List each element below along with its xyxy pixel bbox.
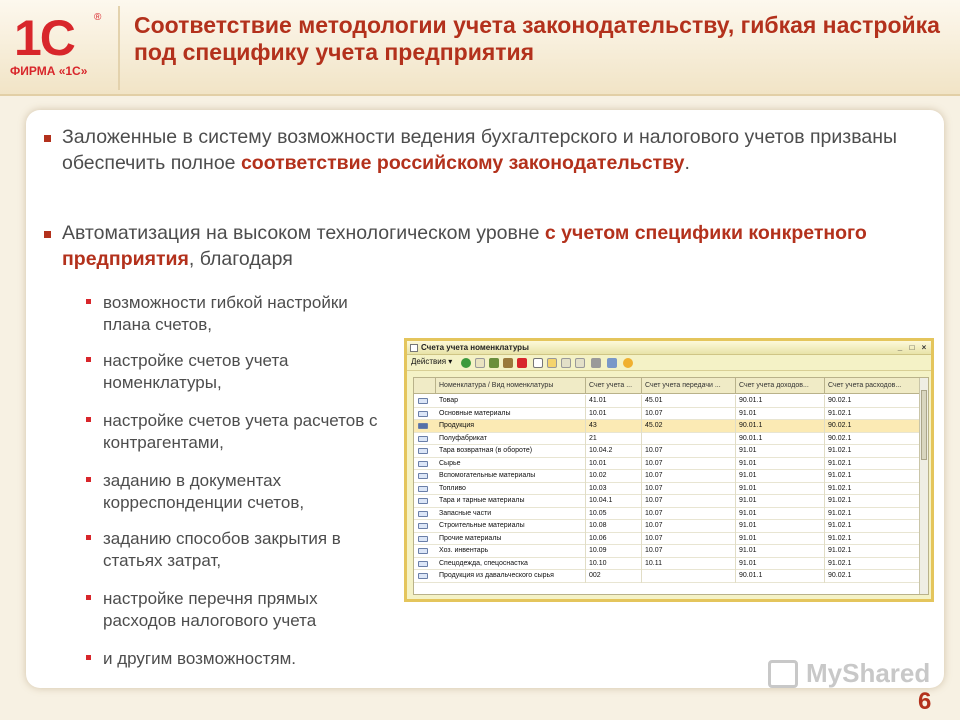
table-cell: 90.01.1 — [736, 433, 825, 446]
table-cell: 10.10 — [586, 558, 642, 571]
window-toolbar — [407, 355, 931, 371]
table-cell: 45.02 — [642, 420, 736, 433]
table-cell: 91.01 — [736, 445, 825, 458]
vertical-scrollbar[interactable] — [919, 378, 928, 594]
table-cell: 10.07 — [642, 545, 736, 558]
table-row[interactable] — [414, 545, 920, 558]
table-row[interactable] — [414, 483, 920, 496]
table-cell: 10.07 — [642, 470, 736, 483]
table-cell: Сырье — [436, 458, 586, 471]
bullet-1 — [44, 124, 904, 176]
add-icon[interactable] — [461, 358, 471, 368]
table-cell: Продукция — [436, 420, 586, 433]
table-cell: 21 — [586, 433, 642, 446]
row-item-icon — [418, 448, 428, 454]
table-cell: 10.05 — [586, 508, 642, 521]
bullet-1-tail: . — [684, 152, 690, 174]
sort-icon[interactable] — [561, 358, 571, 368]
row-item-icon — [418, 498, 428, 504]
column-header[interactable]: Счет учета передачи ... — [642, 378, 736, 394]
row-item-icon — [418, 436, 428, 442]
table-header — [414, 378, 920, 394]
table-row[interactable] — [414, 558, 920, 571]
table-cell: 90.02.1 — [825, 420, 920, 433]
table-cell: 91.01 — [736, 545, 825, 558]
header-divider — [118, 6, 120, 90]
accounts-table — [413, 377, 929, 595]
table-cell: 90.01.1 — [736, 395, 825, 408]
table-cell: Полуфабрикат — [436, 433, 586, 446]
table-cell: 91.01 — [736, 483, 825, 496]
sort-desc-icon[interactable] — [575, 358, 585, 368]
subitem: настройке счетов учета номенклатуры, — [86, 350, 386, 394]
filter-icon[interactable] — [547, 358, 557, 368]
table-cell: 91.01 — [736, 520, 825, 533]
window-title: Счета учета номенклатуры — [421, 343, 529, 352]
bullet-1-text: Заложенные в систему возможности ведения бухгалтерского и налогового учетов призваны обеспечить полное — [62, 126, 897, 174]
table-cell: 10.04.1 — [586, 495, 642, 508]
row-item-icon — [418, 461, 428, 467]
subitem: настройке перечня прямых расходов налогового учета — [86, 588, 386, 632]
subitem: возможности гибкой настройки плана счетов, — [86, 292, 386, 336]
table-cell: 10.07 — [642, 445, 736, 458]
subitem: настройке счетов учета расчетов с контрагентами, — [86, 410, 386, 454]
row-item-icon — [418, 486, 428, 492]
table-cell: 90.02.1 — [825, 395, 920, 408]
table-cell: 10.07 — [642, 408, 736, 421]
page-number: 6 — [918, 688, 932, 715]
scroll-thumb[interactable] — [921, 390, 927, 460]
table-cell: 43 — [586, 420, 642, 433]
table-cell: 10.08 — [586, 520, 642, 533]
table-cell: Продукция из давальческого сырья — [436, 570, 586, 583]
bullet-2-text: Автоматизация на высоком технологическом уровне — [62, 222, 545, 244]
bullet-2-highlight: с учетом специфики конкретного предприятия — [62, 222, 867, 270]
filter-off-icon[interactable] — [591, 358, 601, 368]
row-item-icon — [418, 473, 428, 479]
table-cell: Тара возвратная (в обороте) — [436, 445, 586, 458]
table-row[interactable] — [414, 445, 920, 458]
table-cell: 91.02.1 — [825, 483, 920, 496]
table-cell: 90.01.1 — [736, 420, 825, 433]
table-cell: 10.07 — [642, 520, 736, 533]
table-cell: Строительные материалы — [436, 520, 586, 533]
column-header[interactable]: Счет учета расходов... — [825, 378, 920, 394]
table-cell: Топливо — [436, 483, 586, 496]
slide-header — [0, 0, 960, 96]
column-header[interactable]: Номенклатура / Вид номенклатуры — [436, 378, 586, 394]
table-cell: 10.07 — [642, 533, 736, 546]
table-row[interactable] — [414, 395, 920, 408]
table-row[interactable] — [414, 470, 920, 483]
row-item-icon — [418, 523, 428, 529]
tree-icon[interactable] — [533, 358, 543, 368]
row-item-icon — [418, 423, 428, 429]
watermark: MyShared — [806, 658, 931, 688]
logo-mark: 1С — [14, 10, 74, 66]
close-icon[interactable]: × — [921, 343, 927, 352]
table-row[interactable] — [414, 533, 920, 546]
row-item-icon — [418, 561, 428, 567]
column-header[interactable]: Счет учета ... — [586, 378, 642, 394]
delete-icon[interactable] — [517, 358, 527, 368]
row-item-icon — [418, 398, 428, 404]
table-cell: 91.02.1 — [825, 495, 920, 508]
row-item-icon — [418, 573, 428, 579]
table-cell: 91.02.1 — [825, 445, 920, 458]
row-item-icon — [418, 511, 428, 517]
table-cell: Тара и тарные материалы — [436, 495, 586, 508]
table-cell: 10.04.2 — [586, 445, 642, 458]
logo-caption: ФИРМА «1С» — [10, 64, 88, 78]
table-cell: 91.02.1 — [825, 545, 920, 558]
edit-icon[interactable] — [489, 358, 499, 368]
1c-logo — [10, 8, 110, 88]
table-cell: 10.11 — [642, 558, 736, 571]
table-cell: 91.01 — [736, 470, 825, 483]
refresh-icon[interactable] — [607, 358, 617, 368]
window-icon — [410, 344, 418, 352]
table-cell: Вспомогательные материалы — [436, 470, 586, 483]
row-item-icon — [418, 411, 428, 417]
subitem: заданию в документах корреспонденции счетов, — [86, 470, 386, 514]
table-cell: 91.01 — [736, 508, 825, 521]
table-row[interactable] — [414, 508, 920, 521]
table-cell: Спецодежда, спецоснастка — [436, 558, 586, 571]
column-header[interactable]: Счет учета доходов... — [736, 378, 825, 394]
table-row[interactable] — [414, 458, 920, 471]
table-cell: 91.01 — [736, 495, 825, 508]
table-row[interactable] — [414, 570, 920, 583]
table-cell: 91.02.1 — [825, 470, 920, 483]
table-cell: Прочие материалы — [436, 533, 586, 546]
table-cell — [642, 433, 736, 446]
row-item-icon — [418, 548, 428, 554]
table-row[interactable] — [414, 420, 920, 433]
subitem: заданию способов закрытия в статьях затрат, — [86, 528, 386, 572]
table-cell: 91.02.1 — [825, 408, 920, 421]
table-cell: 91.02.1 — [825, 558, 920, 571]
table-row[interactable] — [414, 408, 920, 421]
header-icon-col — [414, 378, 436, 394]
bullet-2 — [44, 220, 904, 272]
slide-title: Соответствие методологии учета законодательству, гибкая настройка под специфику учета предприятия — [134, 12, 940, 65]
table-row[interactable] — [414, 433, 920, 446]
mark-icon[interactable] — [503, 358, 513, 368]
table-cell — [642, 570, 736, 583]
bullet-2-tail: , благодаря — [188, 248, 293, 270]
table-cell: 91.01 — [736, 558, 825, 571]
myshared-logo-icon — [768, 660, 798, 688]
maximize-icon[interactable]: □ — [909, 343, 915, 352]
table-cell: 10.02 — [586, 470, 642, 483]
logo-registered-mark: ® — [94, 12, 102, 23]
table-cell: Товар — [436, 395, 586, 408]
table-cell: 90.02.1 — [825, 433, 920, 446]
table-cell: 45.01 — [642, 395, 736, 408]
table-cell: 10.07 — [642, 495, 736, 508]
table-row[interactable] — [414, 520, 920, 533]
bullet-1-highlight: соответствие российскому законодательству — [240, 152, 685, 174]
minimize-icon[interactable]: _ — [897, 343, 903, 352]
table-cell: 002 — [586, 570, 642, 583]
accounts-window — [404, 338, 934, 602]
table-cell: 91.01 — [736, 533, 825, 546]
table-cell: Основные материалы — [436, 408, 586, 421]
table-cell: 10.06 — [586, 533, 642, 546]
table-cell: 10.09 — [586, 545, 642, 558]
table-cell: 10.01 — [586, 458, 642, 471]
table-cell: 91.01 — [736, 408, 825, 421]
table-cell: 10.07 — [642, 458, 736, 471]
table-cell: 10.07 — [642, 508, 736, 521]
table-row[interactable] — [414, 495, 920, 508]
table-cell: 10.07 — [642, 483, 736, 496]
table-cell: 41.01 — [586, 395, 642, 408]
row-item-icon — [418, 536, 428, 542]
window-titlebar[interactable] — [407, 341, 931, 355]
subitem: и другим возможностям. — [86, 648, 386, 670]
actions-menu[interactable]: Действия ▾ — [411, 357, 453, 366]
table-cell: 10.03 — [586, 483, 642, 496]
table-cell: Хоз. инвентарь — [436, 545, 586, 558]
table-cell: 91.01 — [736, 458, 825, 471]
table-cell: 90.02.1 — [825, 570, 920, 583]
table-cell: 90.01.1 — [736, 570, 825, 583]
help-icon[interactable] — [623, 358, 633, 368]
table-cell: 91.02.1 — [825, 533, 920, 546]
table-cell: 91.02.1 — [825, 458, 920, 471]
table-cell: Запасные части — [436, 508, 586, 521]
copy-icon[interactable] — [475, 358, 485, 368]
table-cell: 91.02.1 — [825, 520, 920, 533]
table-cell: 91.02.1 — [825, 508, 920, 521]
table-cell: 10.01 — [586, 408, 642, 421]
